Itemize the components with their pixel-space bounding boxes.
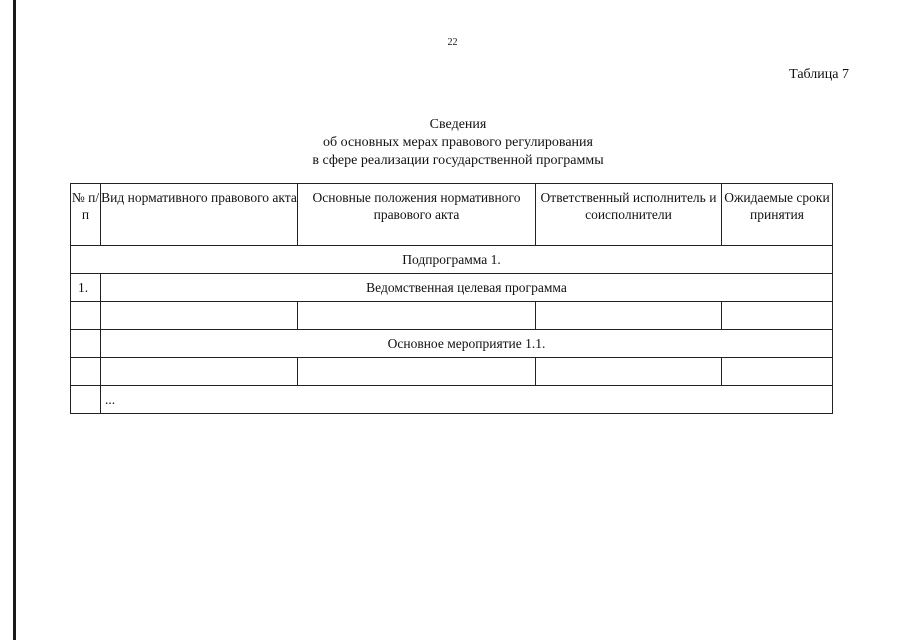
document-heading [0, 116, 905, 170]
empty-cell [71, 386, 101, 414]
empty-cell [298, 358, 536, 386]
continuation-row [71, 386, 833, 414]
header-expected-dates: Ожидаемые сроки принятия [722, 184, 833, 246]
table-label: Таблица 7 [789, 67, 849, 82]
empty-cell [71, 358, 101, 386]
empty-cell [722, 358, 833, 386]
measures-table [70, 183, 833, 414]
empty-cell [101, 358, 298, 386]
empty-row [71, 302, 833, 330]
empty-row [71, 358, 833, 386]
empty-cell [101, 302, 298, 330]
item-title: Ведомственная целевая программа [101, 274, 833, 302]
empty-cell [71, 302, 101, 330]
item-row [71, 274, 833, 302]
heading-line-1: Сведения [429, 117, 487, 132]
heading-line-3: в сфере реализации государственной программы [312, 153, 604, 168]
empty-cell [298, 302, 536, 330]
subprogram-cell: Подпрограмма 1. [71, 246, 833, 274]
header-act-type: Вид нормативного правового акта [101, 184, 298, 246]
empty-cell [722, 302, 833, 330]
subprogram-row [71, 246, 833, 274]
empty-cell [536, 358, 722, 386]
item-number: 1. [71, 274, 101, 302]
table-header-row [71, 184, 833, 246]
scan-edge-line [13, 0, 16, 640]
empty-cell [71, 330, 101, 358]
header-main-provisions: Основные положения нормативного правового акта [298, 184, 536, 246]
header-number: № п/п [71, 184, 101, 246]
empty-cell [536, 302, 722, 330]
page-number: 22 [447, 37, 458, 48]
header-responsible: Ответственный исполнитель и соисполнители [536, 184, 722, 246]
main-activity-cell: Основное мероприятие 1.1. [101, 330, 833, 358]
heading-line-2: об основных мерах правового регулирования [323, 135, 593, 150]
continuation-cell: ... [101, 386, 833, 414]
main-activity-row [71, 330, 833, 358]
